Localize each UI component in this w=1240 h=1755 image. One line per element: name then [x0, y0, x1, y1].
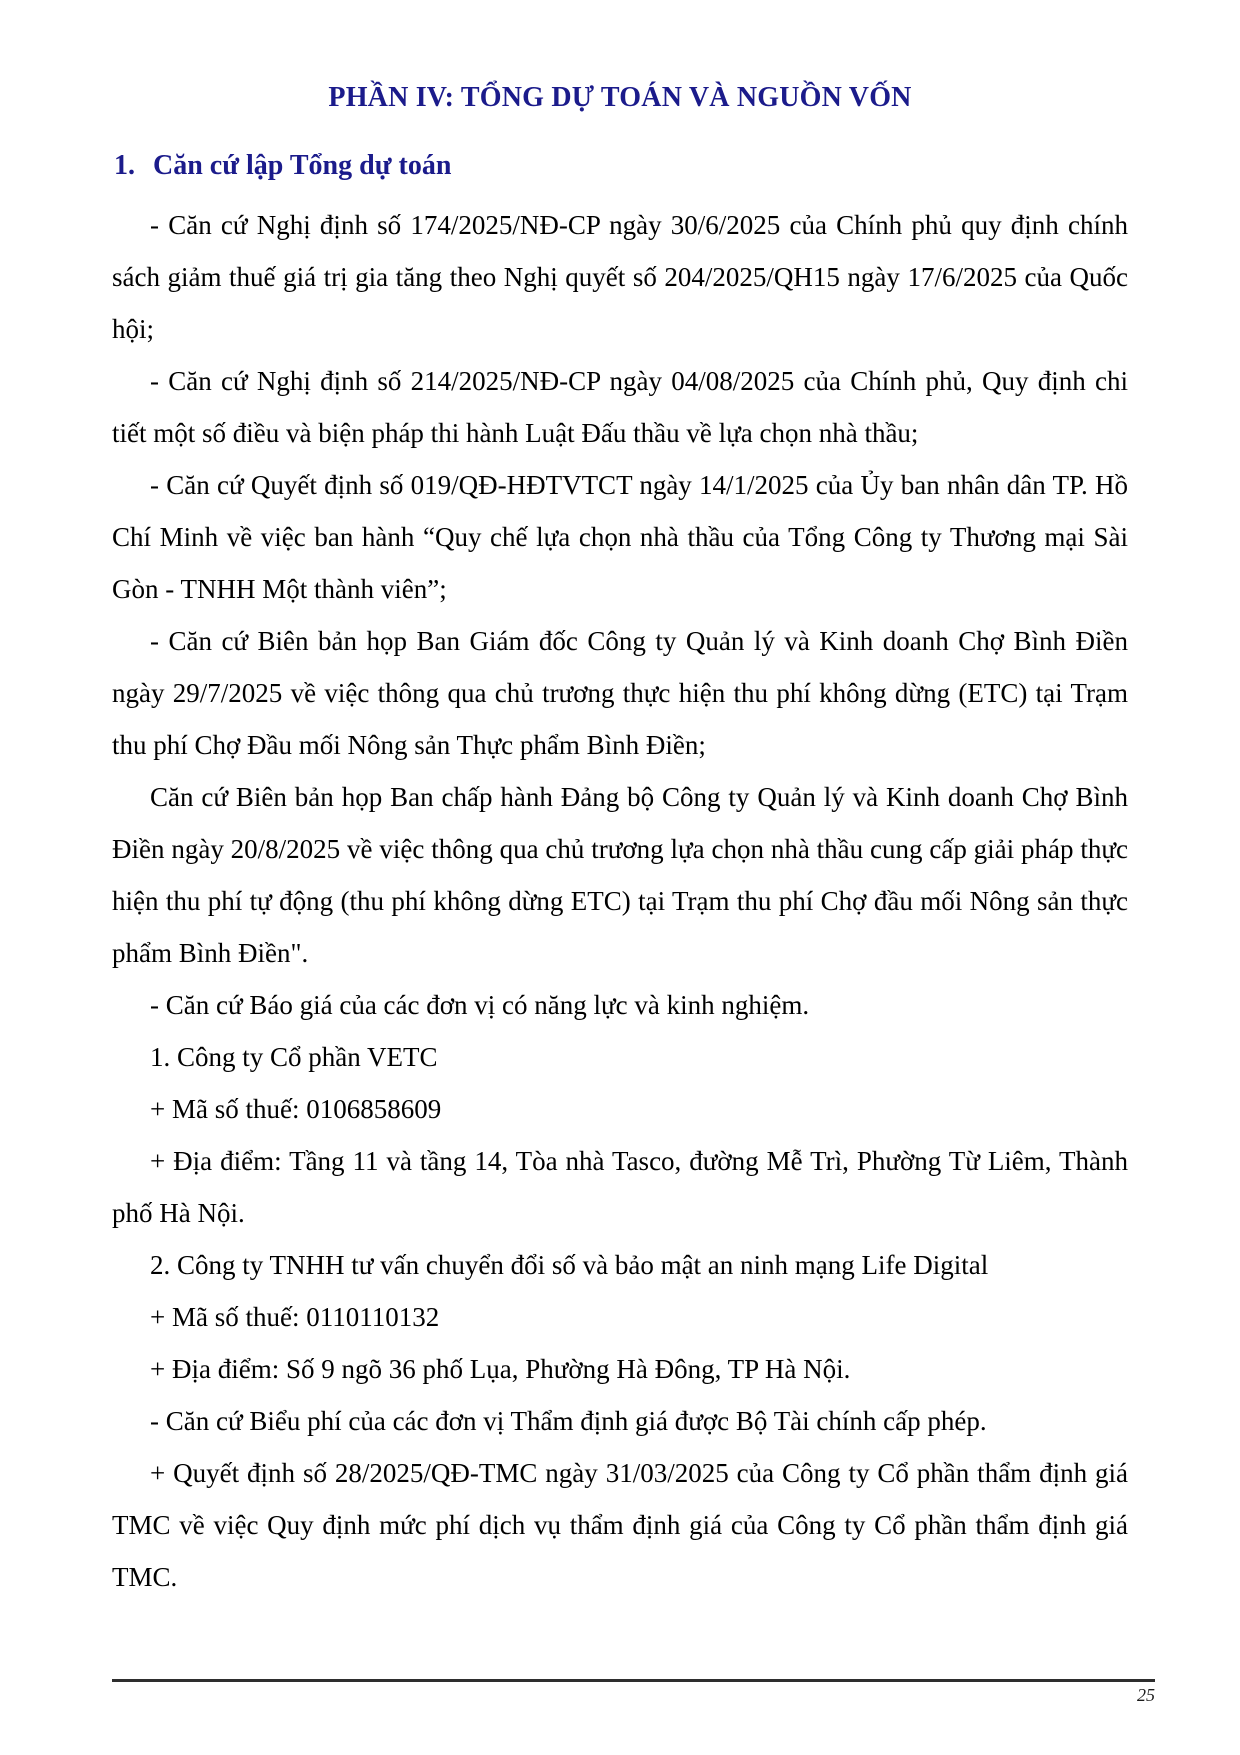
page-number: 25: [1137, 1685, 1155, 1705]
section-number: 1.: [114, 150, 135, 181]
footer-rule: [112, 1679, 1155, 1682]
paragraph: - Căn cứ Nghị định số 214/2025/NĐ-CP ngày 04/08/2025 của Chính phủ, Quy định chi tiết một số điều và biện pháp thi hành Luật Đấu thầu về lựa chọn nhà thầu;: [112, 366, 1128, 448]
paragraph: - Căn cứ Quyết định số 019/QĐ-HĐTVTCT ngày 14/1/2025 của Ủy ban nhân dân TP. Hồ Chí Minh về việc ban hành “Quy chế lựa chọn nhà thầu của Tổng Công ty Thương mại Sài Gòn - TNHH Một thành viên”;: [112, 470, 1128, 604]
page-title: PHẦN IV: TỔNG DỰ TOÁN VÀ NGUỒN VỐN: [328, 82, 912, 113]
paragraph: - Căn cứ Báo giá của các đơn vị có năng lực và kinh nghiệm.: [150, 990, 810, 1020]
paragraph: + Địa điểm: Số 9 ngõ 36 phố Lụa, Phường Hà Đông, TP Hà Nội.: [150, 1354, 851, 1384]
paragraph: + Quyết định số 28/2025/QĐ-TMC ngày 31/03/2025 của Công ty Cổ phần thẩm định giá TMC về việc Quy định mức phí dịch vụ thẩm định giá của Công ty Cổ phần thẩm định giá TMC.: [112, 1458, 1128, 1592]
paragraph: - Căn cứ Biểu phí của các đơn vị Thẩm định giá được Bộ Tài chính cấp phép.: [150, 1406, 987, 1436]
section-heading-label: Căn cứ lập Tổng dự toán: [153, 150, 452, 181]
section-heading: [114, 150, 1128, 182]
document-body: [112, 199, 1128, 1603]
paragraph: 1. Công ty Cổ phần VETC: [150, 1042, 438, 1072]
paragraph: 2. Công ty TNHH tư vấn chuyển đổi số và bảo mật an ninh mạng Life Digital: [150, 1250, 989, 1280]
paragraph: + Mã số thuế: 0110110132: [150, 1302, 440, 1332]
paragraph: + Mã số thuế: 0106858609: [150, 1094, 442, 1124]
paragraph: - Căn cứ Biên bản họp Ban Giám đốc Công ty Quản lý và Kinh doanh Chợ Bình Điền ngày 29/7/2025 về việc thông qua chủ trương thực hiện thu phí không dừng (ETC) tại Trạm thu phí Chợ Đầu mối Nông sản Thực phẩm Bình Điền;: [112, 626, 1128, 760]
paragraph: - Căn cứ Nghị định số 174/2025/NĐ-CP ngày 30/6/2025 của Chính phủ quy định chính sách giảm thuế giá trị gia tăng theo Nghị quyết số 204/2025/QH15 ngày 17/6/2025 của Quốc hội;: [112, 210, 1128, 344]
paragraph: Căn cứ Biên bản họp Ban chấp hành Đảng bộ Công ty Quản lý và Kinh doanh Chợ Bình Điền ngày 20/8/2025 về việc thông qua chủ trương lựa chọn nhà thầu cung cấp giải pháp thực hiện thu phí tự động (thu phí không dừng ETC) tại Trạm thu phí Chợ đầu mối Nông sản thực phẩm Bình Điền".: [112, 782, 1128, 968]
paragraph: + Địa điểm: Tầng 11 và tầng 14, Tòa nhà Tasco, đường Mễ Trì, Phường Từ Liêm, Thành phố Hà Nội.: [112, 1146, 1128, 1228]
